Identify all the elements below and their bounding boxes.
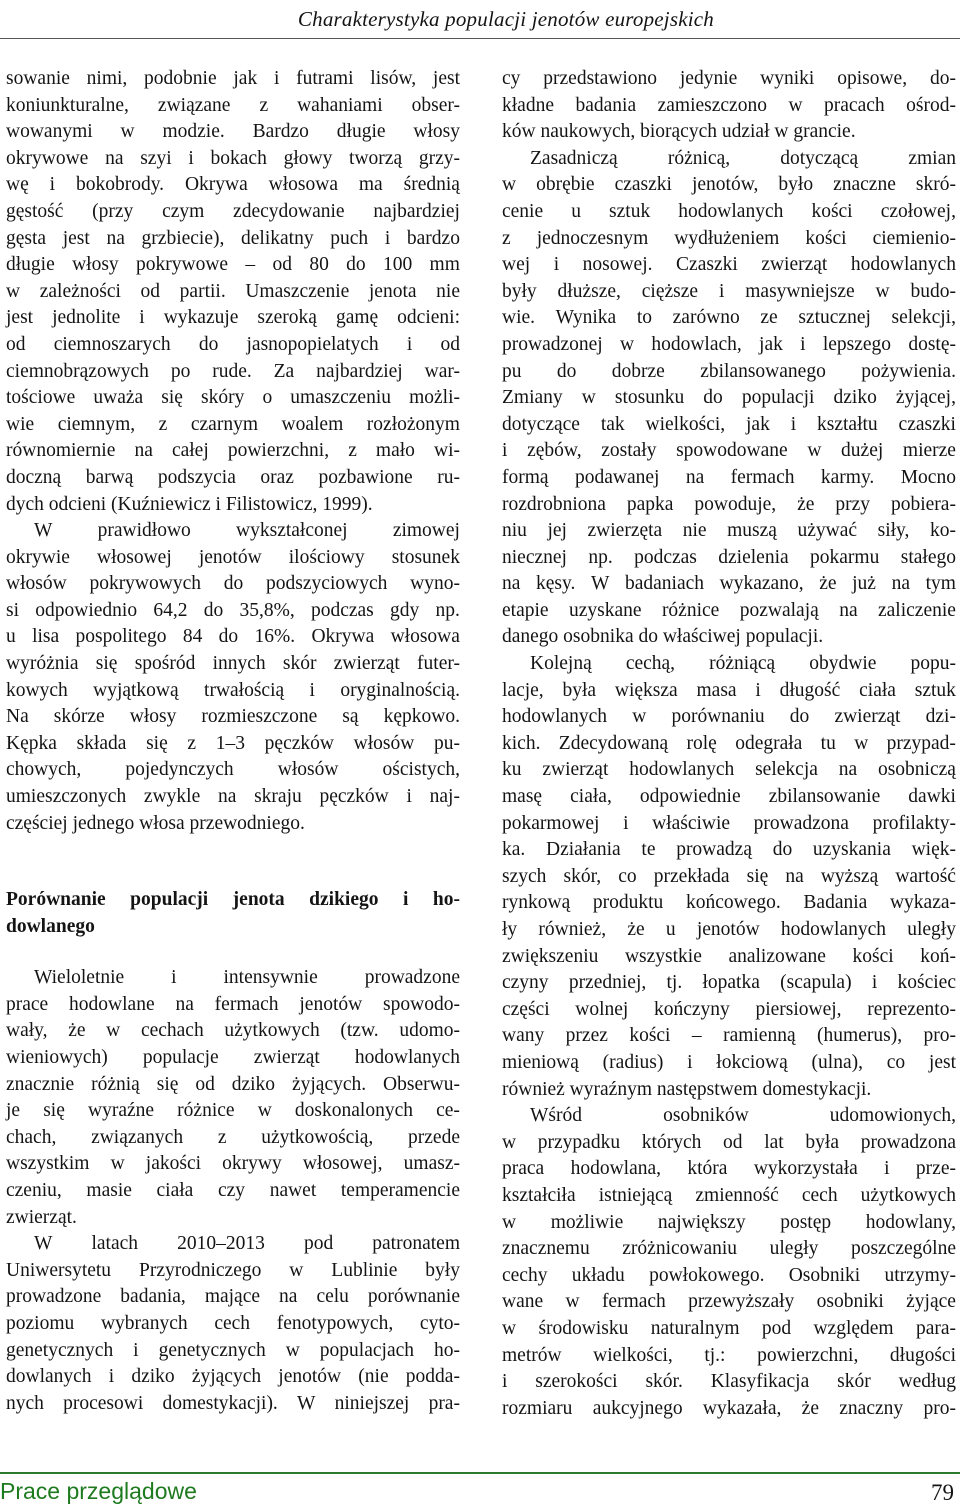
text-line: tościowe uważa się skóry o umaszczeniu możli-: [6, 387, 460, 409]
text-line: rozmiaru aukcyjnego wykazała, że znaczny pro-: [502, 1397, 956, 1419]
text-line: okrywie włosowej jenotów ilościowy stosunek: [6, 546, 460, 568]
text-line: jest jednolite i wykazuje szeroką gamę odcieni:: [6, 307, 460, 329]
right-column: [502, 66, 956, 1422]
text-line: Na skórze włosy rozmieszczone są kępkowo.: [6, 706, 460, 728]
text-line: zwiększeniu wszystkie analizowane kości koń-: [502, 945, 956, 967]
text-line: pokarmowej i właściwie prowadzona profilakty-: [502, 812, 956, 834]
text-line: częściej jednego włosa przewodniego.: [6, 812, 305, 834]
text-line: wszystkim w jakości okrywy włosowej, umasz-: [6, 1153, 460, 1175]
text-line: rynkową produktu końcowego. Badania wykaza-: [502, 892, 956, 914]
text-line: sowanie nimi, podobnie jak i futrami lisów, jest: [6, 68, 460, 89]
running-head-text: Charakterystyka populacji jenotów europejskich: [297, 7, 714, 31]
text-line: dych odcieni (Kuźniewicz i Filistowicz, 1999).: [6, 493, 373, 515]
text-line: cenie u sztuk hodowlanych kości czołowej,: [502, 200, 956, 222]
text-line: Wieloletnie i intensywnie prowadzone: [34, 967, 460, 989]
text-line: czyny przedniej, tj. łopatka (scapula) i kościec: [502, 972, 956, 994]
text-line: wany przez kości – ramienną (humerus), pro-: [502, 1025, 956, 1047]
text-line: od ciemnoszarych do jasnopopielatych i od: [6, 333, 460, 355]
running-head: [0, 0, 960, 38]
text-line: wieniowych) populacje zwierząt hodowlanych: [6, 1047, 460, 1068]
text-line: danego osobnika do właściwej populacji.: [502, 626, 824, 648]
text-line: prace hodowlane na fermach jenotów spowodo-: [6, 993, 460, 1015]
text-line: kich. Zdecydowaną rolę odegrała tu w przypad-: [502, 732, 956, 754]
header-divider: [0, 38, 960, 39]
text-line: poziomu wybranych cech fenotypowych, cyto-: [6, 1312, 460, 1334]
text-line: w obrębie czaszki jenotów, było znaczne skró-: [502, 174, 956, 196]
text-line: si odpowiednio 64,2 do 35,8%, podczas gdy np.: [6, 599, 460, 621]
left-column-text-top: [6, 66, 460, 837]
section-heading: [6, 886, 460, 940]
text-line: formą podawanej na fermach karmy. Mocno: [502, 466, 956, 488]
text-line: Zmiany w stosunku do populacji dziko żyjącej,: [502, 387, 956, 409]
text-line: znacznie różnią się od dziko żyjących. Obserwu-: [6, 1073, 460, 1095]
text-line: wie ciemnym, z czarnym woalem rozłożonym: [6, 413, 460, 435]
text-line: lacje, była większa masa i długość ciała sztuk: [502, 679, 956, 701]
text-line: gęsta jest na grzbiecie), delikatny puch i bardzo: [6, 227, 460, 249]
text-line: ku zwierząt hodowlanych selekcja na osobniczą: [502, 759, 956, 781]
text-line: również wyraźnym następstwem domestykacji.: [502, 1078, 872, 1100]
text-line: gęstość (przy czym zdecydowanie najbardziej: [6, 200, 460, 222]
text-line: szych skór, co przekłada się na wyższą wartość: [502, 865, 956, 887]
text-line: Zasadniczą różnicą, dotyczącą zmian: [530, 147, 956, 169]
text-line: okrywowe na szyi i bokach głowy tworzą grzy-: [6, 147, 460, 169]
text-line: wę i bokobrody. Okrywa włosowa ma średnią: [6, 174, 460, 196]
text-line: Kępka składa się z 1–3 pęczków włosów pu-: [6, 732, 460, 754]
text-line: cechy układu powłokowego. Osobniki utrzymy-: [502, 1264, 956, 1286]
text-line: Uniwersytetu Przyrodniczego w Lublinie były: [6, 1259, 460, 1281]
text-line: prowadzonej w hodowlach, jak i lepszego dostę-: [502, 333, 956, 355]
left-column: [6, 66, 460, 1417]
text-line: chach, związanych z użytkowością, przede: [6, 1126, 460, 1148]
text-line: zwierząt.: [6, 1206, 77, 1228]
text-line: etapie uzyskane różnice pozwalają na zaliczenie: [502, 599, 956, 621]
text-line: dowlanych i dziko żyjących jenotów (nie podda-: [6, 1366, 460, 1388]
text-line: mieniową (radius) i łokciową (ulna), co jest: [502, 1051, 956, 1073]
text-line: wie. Wynika to zarówno ze sztucznej selekcji,: [502, 307, 956, 329]
text-line: nych procesowi domestykacji). W niniejszej pra-: [6, 1392, 460, 1414]
text-line: dowlanego: [6, 916, 95, 938]
text-line: ków naukowych, biorących udział w grancie.: [502, 121, 856, 143]
text-line: praca hodowlana, która wykorzystała i prze-: [502, 1158, 956, 1180]
text-line: ka. Działania te prowadzą do uzyskania więk-: [502, 839, 956, 861]
text-line: W latach 2010–2013 pod patronatem: [34, 1233, 460, 1255]
text-line: ciemnobrązowych po rude. Za najbardziej war-: [6, 360, 460, 382]
text-line: Wśród osobników udomowionych,: [530, 1105, 956, 1127]
text-line: Porównanie populacji jenota dzikiego i ho-: [6, 889, 460, 911]
text-line: niu jej zwierzęta nie muszą używać siły, ko-: [502, 520, 956, 542]
text-line: w zależności od partii. Umaszczenie jenota nie: [6, 280, 460, 302]
text-line: czeniu, masie ciała czy nawet temperamencie: [6, 1179, 460, 1201]
text-line: w środowisku naturalnym pod względem para-: [502, 1317, 956, 1339]
text-line: i szerokości skór. Klasyfikacja skór według: [502, 1371, 956, 1393]
text-line: na kęsy. W badaniach wykazano, że już na tym: [502, 573, 956, 595]
text-line: długie włosy pokrywowe – od 80 do 100 mm: [6, 254, 460, 276]
text-line: rozdrobniona papka powoduje, że przy pobiera-: [502, 493, 956, 515]
text-line: cy przedstawiono jedynie wyniki opisowe, do-: [502, 68, 956, 89]
text-line: wyróżnia się spośród innych skór zwierząt futer-: [6, 653, 460, 675]
text-line: równomiernie na całej powierzchni, z mało wi-: [6, 440, 460, 462]
text-line: doczną barwą podszycia oraz pozbawione ru-: [6, 466, 460, 488]
text-line: w możliwie największy postęp hodowlany,: [502, 1211, 956, 1233]
text-line: niecznej np. podczas dzielenia pokarmu stałego: [502, 546, 956, 568]
text-line: wane w fermach przewyższały osobniki żyjące: [502, 1291, 956, 1313]
text-line: były dłuższe, cięższe i masywniejsze w budo-: [502, 280, 956, 302]
right-column-text: [502, 66, 956, 1422]
text-line: części wolnej kończyny piersiowej, reprezento-: [502, 998, 956, 1020]
text-line: hodowlanych w porównaniu do zwierząt dzi-: [502, 706, 956, 728]
text-line: kowych wyjątkową trwałością i oryginalnością.: [6, 679, 460, 701]
text-line: wowanymi w modzie. Bardzo długie włosy: [6, 121, 460, 143]
text-line: w przypadku których od lat była prowadzona: [502, 1131, 956, 1153]
text-line: prowadzone badania, mające na celu porównanie: [6, 1286, 460, 1308]
left-column-text-bottom: [6, 965, 460, 1417]
text-line: kształciła istniejącą zmienność cech użytkowych: [502, 1184, 956, 1206]
text-line: W prawidłowo wykształconej zimowej: [34, 520, 460, 542]
text-line: ły również, że u jenotów hodowlanych uległy: [502, 919, 956, 940]
text-line: koniunkturalne, związane z wahaniami obser-: [6, 94, 460, 116]
text-line: wej i nosowej. Czaszki zwierząt hodowlanych: [502, 254, 956, 276]
text-line: masę ciała, odpowiednie zbilansowanie dawki: [502, 786, 956, 808]
text-line: kładne badania zamieszczono w pracach ośrod-: [502, 94, 956, 116]
text-line: genetycznych i genetycznych w populacjach ho-: [6, 1339, 460, 1361]
text-line: metrów wielkości, tj.: powierzchni, długości: [502, 1344, 956, 1366]
text-line: je się wyraźne różnice w doskonalonych ce-: [6, 1100, 460, 1122]
text-line: wały, że w cechach użytkowych (tzw. udomo-: [6, 1020, 460, 1042]
journal-section-label: Prace przeglądowe: [0, 1478, 197, 1504]
page-number: 79: [931, 1480, 954, 1505]
text-line: umieszczonych zwykle na skraju pęczków i naj-: [6, 786, 460, 808]
text-line: włosów pokrywowych do podszyciowych wyno-: [6, 573, 460, 595]
text-line: chowych, pojedynczych włosów ościstych,: [6, 759, 460, 781]
text-line: pu do dobrze zbilansowanego pożywienia.: [502, 360, 956, 382]
text-line: znacznemu zróżnicowaniu uległy poszczególne: [502, 1238, 956, 1260]
text-line: z jednoczesnym wydłużeniem kości ciemienio-: [502, 227, 956, 249]
text-line: i zębów, zostały spowodowane w dużej mierze: [502, 440, 956, 462]
text-line: u lisa pospolitego 84 do 16%. Okrywa włosowa: [6, 626, 460, 648]
text-line: dotyczące tak wielkości, jak i kształtu czaszki: [502, 413, 956, 435]
text-line: Kolejną cechą, różniącą obydwie popu-: [530, 653, 956, 675]
